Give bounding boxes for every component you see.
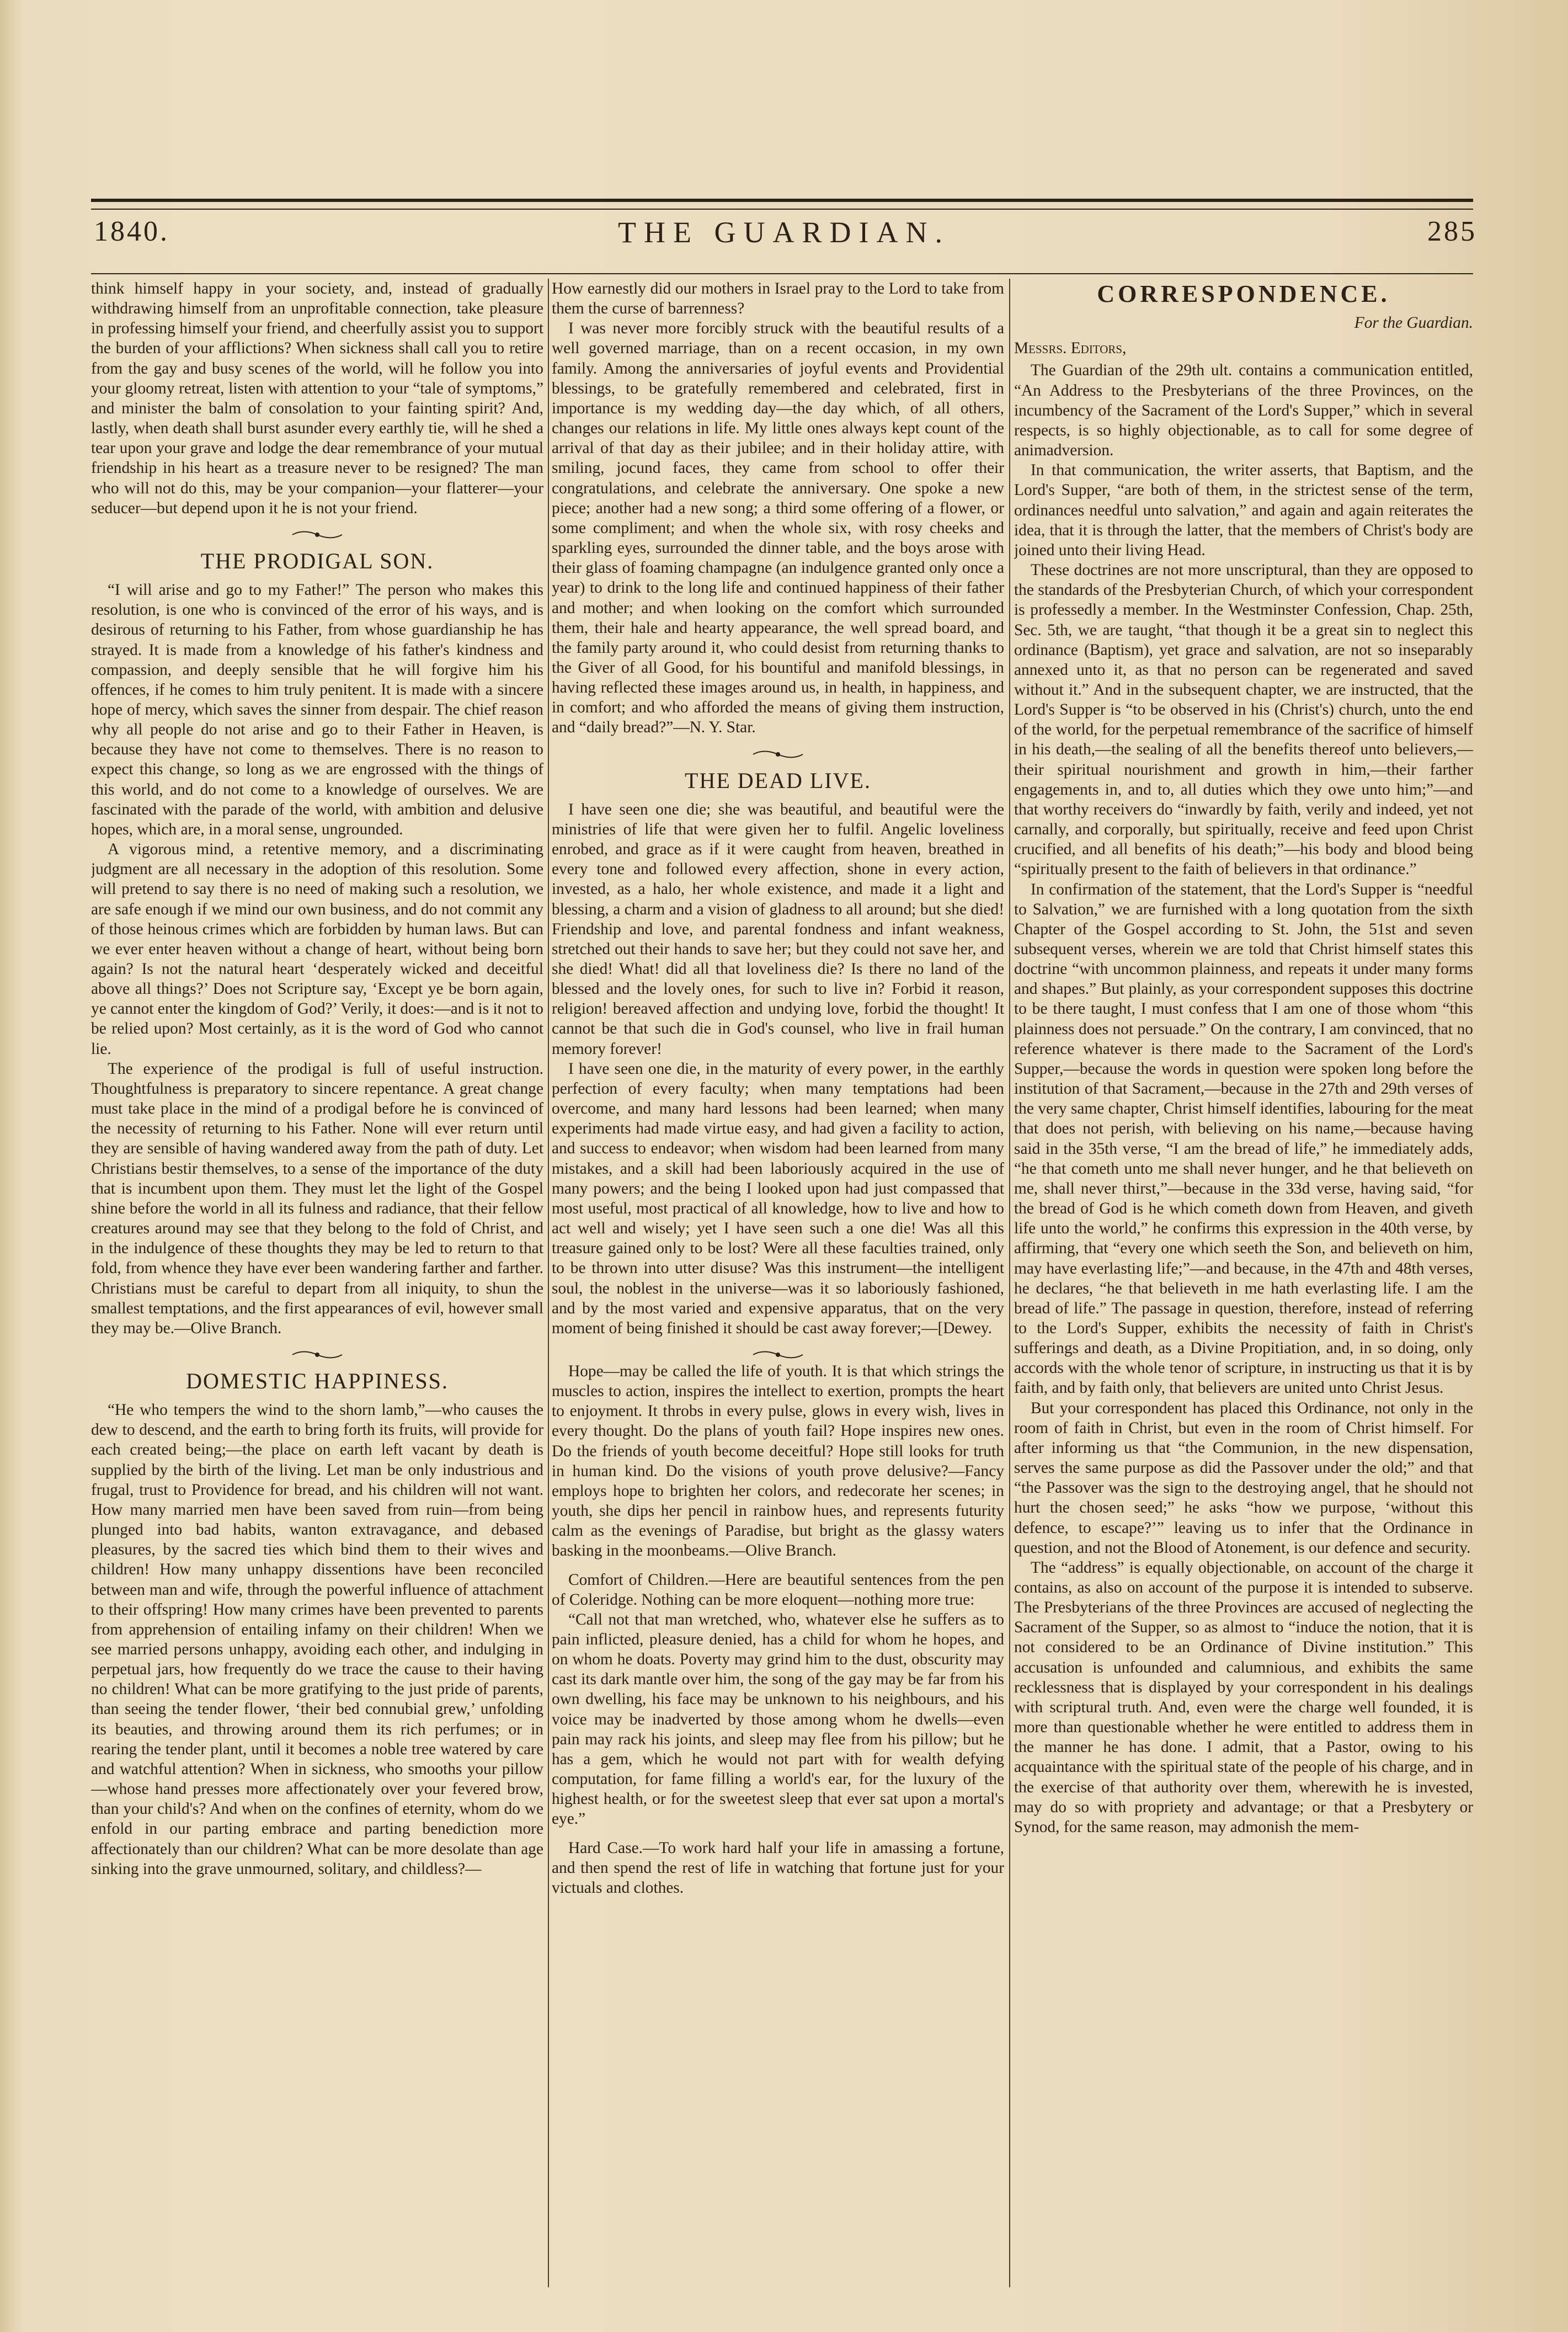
salutation: Messrs. Editors, <box>1014 339 1127 358</box>
correspondence-paragraph-6: The “address” is equally objectionable, on account of the charge it contains, as also on account of the purpose it is intended to subserve. The Presbyterians of the three Provinces are accused of neglecting the Sacrament of the Supper, so as almost to “induce the notion, that it is not considered to be an Ordinance of Divine institution.” This accusation is unfounded and calumnious, and exhibits the same recklessness that is displayed by your correspondent in his dealings with scriptural truth. And, even were the charge well founded, it is more than questionable whether he were entitled to address them in the manner he has done. I admit, that a Pastor, owing to his acquaintance with the spiritual state of the people of his charge, and in the exercise of that authority over them, wherewith he is invested, may do so with propriety and advantage; or that a Presbytery or Synod, for the same reason, may admonish the mem- <box>1014 1558 1473 1836</box>
header-year: 1840. <box>94 216 169 247</box>
ornament-divider <box>552 746 1004 758</box>
column-1 <box>91 279 543 2287</box>
hard-case-paragraph: Hard Case.—To work hard half your life in amassing a fortune, and then spend the rest of life in watching that fortune just for your victuals and clothes. <box>552 1839 1004 1897</box>
header-rule-bottom <box>91 273 1473 274</box>
prodigal-paragraph-2: A vigorous mind, a retentive memory, and a discriminating judgment are all necessary in the adoption of this resolution. Some will pretend to say there is no need of making such a resolution, we are safe enough if we mind our own business, and do not commit any of those heinous crimes which are forbidden by human laws. But can we ever enter heaven without a change of heart, without being born again? Is not the natural heart ‘desperately wicked and deceitful above all things?’ Does not Scripture say, ‘Except ye be born again, ye cannot enter the kingdom of God?’ Verily, it does:—and is it not to be relied upon? Most certainly, as it is the word of God who cannot lie. <box>91 840 543 1058</box>
ornament-divider <box>552 1346 1004 1358</box>
dead-paragraph-2: I have seen one die, in the maturity of every power, in the earthly perfection of every faculty; when many temptations had been overcome, and many hard lessons had been learned; when many experiments had made virtue easy, and had given a facility to action, and success to endeavor; when wisdom had been learned from many mistakes, and a skill had been laboriously acquired in the use of many powers; and the being I looked upon had just compassed that most useful, most practical of all knowledge, how to live and how to act well and wisely; yet I have seen such a one die! Was all this treasure gained only to be lost? Were all these faculties trained, only to be thrown into utter disuse? Was this instrument—the intelligent soul, the noblest in the universe—was it so laboriously fashioned, and by the most varied and expensive apparatus, that on the very moment of being finished it should be cast away forever;—[Dewey. <box>552 1059 1004 1337</box>
correspondence-paragraph-3: These doctrines are not more unscriptural, than they are opposed to the standards of the Presbyterian Church, of which your correspondent is professedly a member. In the Westminster Confession, Chap. 25th, Sec. 5th, we are taught, “that though it be a great sin to neglect this ordinance (Baptism), yet grace and salvation, are not so inseparably annexed unto it, as that no person can be regenerated and saved without it.” And in the subsequent chapter, we are instructed, that the Lord's Supper is “to be observed in his (Christ's) church, unto the end of the world, for the perpetual remembrance of the sacrifice of himself in his death,—the sealing of all the benefits thereof unto believers,—their spiritual nourishment and growth in him,—their farther engagements in, and to, all duties which they owe unto him;”—and that worthy receivers do “inwardly by faith, verily and indeed, yet not carnally, and corporally, but spiritually, receive and feed upon Christ crucified, and all benefits of his death;”—his body and blood being “spiritually present to the faith of believers in that ordinance.” <box>1014 561 1473 879</box>
article-friendship-end: think himself happy in your society, and, instead of gradually withdrawing himself from an unprofitable connection, take pleasure in professing himself your friend, and cheerfully assist you to support the burden of your afflictions? When sickness shall call you to retire from the gay and busy scenes of the world, will he follow you into your gloomy retreat, listen with attention to your “tale of symptoms,” and minister the balm of consolation to your fainting spirit? And, lastly, when death shall burst asunder every earthly tie, will he shed a tear upon your grave and lodge the dear remembrance of your mutual friendship in his heart as a treasure never to be resigned? The man who will not do this, may be your companion—your flatterer—your seducer—but depend upon it he is not your friend. <box>91 280 543 517</box>
headline-domestic-happiness: DOMESTIC HAPPINESS. <box>186 1368 449 1393</box>
dead-paragraph-1: I have seen one die; she was beautiful, and beautiful were the ministries of life that were given her to fulfil. Angelic loveliness enrobed, and grace as if it were caught from heaven, breathed in every tone and followed every affection, shone in every action, invested, as a halo, her whole existence, and made it a light and blessing, a charm and a vision of gladness to all around; but she died! Friendship and love, and parental fondness and infant weakness, stretched out their hands to save her; but they could not save her, and she died! What! did all that loveliness die? Is there no land of the blessed and the lovely ones, for such to live in? Forbid it reason, religion! bereaved affection and undying love, forbid the thought! It cannot be that such die in God's counsel, who live in frail human memory forever! <box>552 800 1004 1058</box>
header-rule-top <box>91 199 1473 202</box>
wedding-paragraph: I was never more forcibly struck with the beautiful results of a well governed marriage, than on a recent occasion, in my own family. Among the anniversaries of joyful events and Providential blessings, to be gratefully remembered and celebrated, first in importance is my wedding day—the day which, of all others, changes our relations in life. My little ones always kept count of the arrival of that day as their jubilee; and in their holiday attire, with smiling, jocund faces, they came from school to offer their congratulations, and celebrate the anniversary. One spoke a new piece; another had a new song; a third some offering of a flower, or some compliment; and when the whole six, with rosy cheeks and sparkling eyes, surrounded the dinner table, and the boys arose with their glass of foaming champagne (an indulgence granted only once a year) to drink to the long life and continued happiness of their father and mother; and when looking on the comfort which surrounded them, their hale and hearty appearance, the well spread board, and the family party around it, who could desist from returning thanks to the Giver of all Good, for his bountiful and manifold blessings, in having reflected these images around us, in health, in happiness, and in comfort; and who afforded the means of giving them instruction, and “daily bread?”—N. Y. Star. <box>552 320 1004 737</box>
prodigal-paragraph-1: “I will arise and go to my Father!” The person who makes this resolution, is one who is convinced of the error of his ways, and is desirous of returning to his Father, from whose guardianship he has strayed. It is made from a knowledge of his father's kindness and compassion, and deeply sensible that he will forgive him his offences, if he comes to him truly penitent. It is made with a sincere hope of mercy, which saves the sinner from despair. The chief reason why all people do not arise and go to their Father in Heaven, is because they have not come to themselves. There is no reason to expect this change, so long as we are engrossed with the things of this world, and do not come to a knowledge of ourselves. We are fascinated with the parade of the world, with ambition and delusive hopes, which are, in a moral sense, ungrounded. <box>91 581 543 838</box>
ornament-divider <box>91 526 543 538</box>
correspondence-paragraph-5: But your correspondent has placed this Ordinance, not only in the room of faith in Christ, but even in the room of Christ himself. For after informing us that “the Communion, in the new dispensation, serves the same purpose as did the Passover under the old;” and that “the Passover was the sign to the destroying angel, that he should not hurt the chosen seed;” he asks “how we purpose, ‘without this defence, to escape?’” leaving us to infer that the Ordinance in question, and not the Blood of Atonement, is our defence and security. <box>1014 1399 1473 1557</box>
dateline: For the Guardian. <box>1354 314 1473 332</box>
domestic-continuation: How earnestly did our mothers in Israel pray to the Lord to take from them the curse of barrenness? <box>552 280 1004 318</box>
headline-prodigal-son: THE PRODIGAL SON. <box>200 548 434 573</box>
domestic-paragraph-1: “He who tempers the wind to the shorn lamb,”—who causes the dew to descend, and the earth to bring forth its fruits, will provide for each created being;—the place on earth left vacant by death is supplied by the birth of the living. Let man be only industrious and frugal, trust to Providence for bread, and his children will not want. How many married men have been saved from ruin—from being plunged into bad habits, wanton extravagance, and debased pleasures, by the sacred ties which bind them to their wives and children! How many unhappy dissentions have been reconciled between man and wife, through the powerful influence of attachment to their offspring! How many crimes have been prevented to parents from apprehension of entailing infamy on their children! When we see married persons unhappy, avoiding each other, and indulging in perpetual jars, how frequently do we trace the cause to their having no children! What can be more gratifying to the just pride of parents, than seeing the tender flower, ‘their bed connubial grew,’ unfolding its beauties, and throwing around them its rich perfumes; or in rearing the tender plant, until it becomes a noble tree watered by care and watchful attention? When in sickness, who smooths your pillow—whose hand presses more affectionately over your fevered brow, than your child's? And when on the confines of eternity, whom do we enfold in our parting embrace and parting benediction more affectionately than our children? What can be more desolate than age sinking into the grave unmourned, solitary, and childless?— <box>91 1401 543 1878</box>
correspondence-paragraph-1: The Guardian of the 29th ult. contains a communication entitled, “An Address to the Presbyterians of the three Provinces, on the incumbency of the Sacrament of the Lord's Supper,” which in several respects, is so highly objectionable, as to call for some degree of animadversion. <box>1014 361 1473 460</box>
prodigal-paragraph-3: The experience of the prodigal is full of useful instruction. Thoughtfulness is preparatory to sincere repentance. A great change must take place in the mind of a prodigal before he is convinced of the necessity of returning to his Father. None will ever return until they are sensible of having wandered away from the path of duty. Let Christians bestir themselves, to a sense of the importance of the duty that is incumbent upon them. They must let the light of the Gospel shine before the world in all its fulness and radiance, that their fellow creatures around may see that they belong to the fold of Christ, and in the indulgence of these thoughts they may be led to return to that fold, from whence they have ever been wandering farther and farther. Christians must be careful to depart from all iniquity, to shun the smallest temptations, and the first appearances of evil, however small they may be.—Olive Branch. <box>91 1059 543 1337</box>
comfort-of-children-intro: Comfort of Children.—Here are beautiful sentences from the pen of Coleridge. Nothing can be more eloquent—nothing more true: <box>552 1570 1004 1609</box>
column-2 <box>552 279 1004 2287</box>
comfort-of-children-quote: “Call not that man wretched, who, whatever else he suffers as to pain inflicted, pleasure denied, has a child for whom he hopes, and on whom he doats. Poverty may grind him to the dust, obscurity may cast its dark mantle over him, the song of the gay may be far from his own dwelling, his face may be unknown to his neighbours, and his voice may be inadverted by those among whom he dwells—even pain may rack his joints, and sleep may flee from his pillow; but he has a gem, which he would not part with for wealth defying computation, for fame filling a world's ear, for the luxury of the highest health, or for the sweetest sleep that ever sat upon a mortal's eye.” <box>552 1610 1004 1828</box>
headline-correspondence: CORRESPONDENCE. <box>1097 280 1390 307</box>
column-rule-2 <box>1009 279 1010 2287</box>
header-rule-top-thin <box>91 209 1473 210</box>
correspondence-paragraph-2: In that communication, the writer asserts, that Baptism, and the Lord's Supper, “are both of them, in the strictest sense of the term, ordinances needful unto salvation,” and again and again reiterates the idea, that it is through the latter, that the members of Christ's body are joined unto their living Head. <box>1014 461 1473 559</box>
correspondence-paragraph-4: In confirmation of the statement, that the Lord's Supper is “needful to Salvation,” we are furnished with a long quotation from the sixth Chapter of the Gospel according to St. John, the 51st and seven subsequent verses, wherein we are told that Christ himself states this doctrine “with uncommon plainness, and repeats it under many forms and shapes.” But plainly, as your correspondent supposes this doctrine to be there taught, I must confess that I am one of those whom “this plainness does not persuade.” On the contrary, I am convinced, that no reference whatever is there made to the Sacrament of the Lord's Supper,—because the words in question were spoken long before the institution of that Sacrament,—because in the 27th and 29th verses of the very same chapter, Christ himself identifies, labouring for the meat that does not perish, with believing on his name,—because having said in the 35th verse, “I am the bread of life,” he immediately adds, “he that cometh unto me shall never hunger, and he that believeth on me, shall never thirst,”—because in the 33d verse, having said, “for the bread of God is he which cometh down from Heaven, and giveth life unto the world,” he confirms this expression in the 40th verse, by affirming, that “every one which seeth the Son, and believeth on him, may have everlasting life;”—and because, in the 47th and 48th verses, he declares, “he that believeth in me hath everlasting life. I am the bread of life.” The passage in question, therefore, instead of referring to the Lord's Supper, exhibits the necessity of faith in Christ's sufferings and death, as a Divine Propitiation, and, in so doing, only accords with the whole tenor of scripture, in instructing us that it is by faith, and by faith only, that believers are united unto Christ Jesus. <box>1014 880 1473 1397</box>
headline-dead-live: THE DEAD LIVE. <box>685 768 871 793</box>
masthead-title: THE GUARDIAN. <box>618 216 950 249</box>
ornament-divider <box>91 1346 543 1358</box>
column-3 <box>1014 279 1473 2287</box>
page-number: 285 <box>1427 216 1477 247</box>
hope-paragraph: Hope—may be called the life of youth. It is that which strings the muscles to action, inspires the intellect to exertion, prompts the heart to enjoyment. It throbs in every pulse, glows in every wish, lives in every thought. Do the plans of youth fail? Hope inspires new ones. Do the friends of youth become deceitful? Hope still looks for truth in human kind. Do the visions of youth prove delusive?—Fancy employs hope to brighten her colors, and redecorate her scenes; in youth, she dips her pencil in rainbow hues, and represents futurity calm as the evenings of Paradise, but bright as the glassy waters basking in the moonbeams.—Olive Branch. <box>552 1362 1004 1560</box>
column-rule-1 <box>548 279 549 2287</box>
